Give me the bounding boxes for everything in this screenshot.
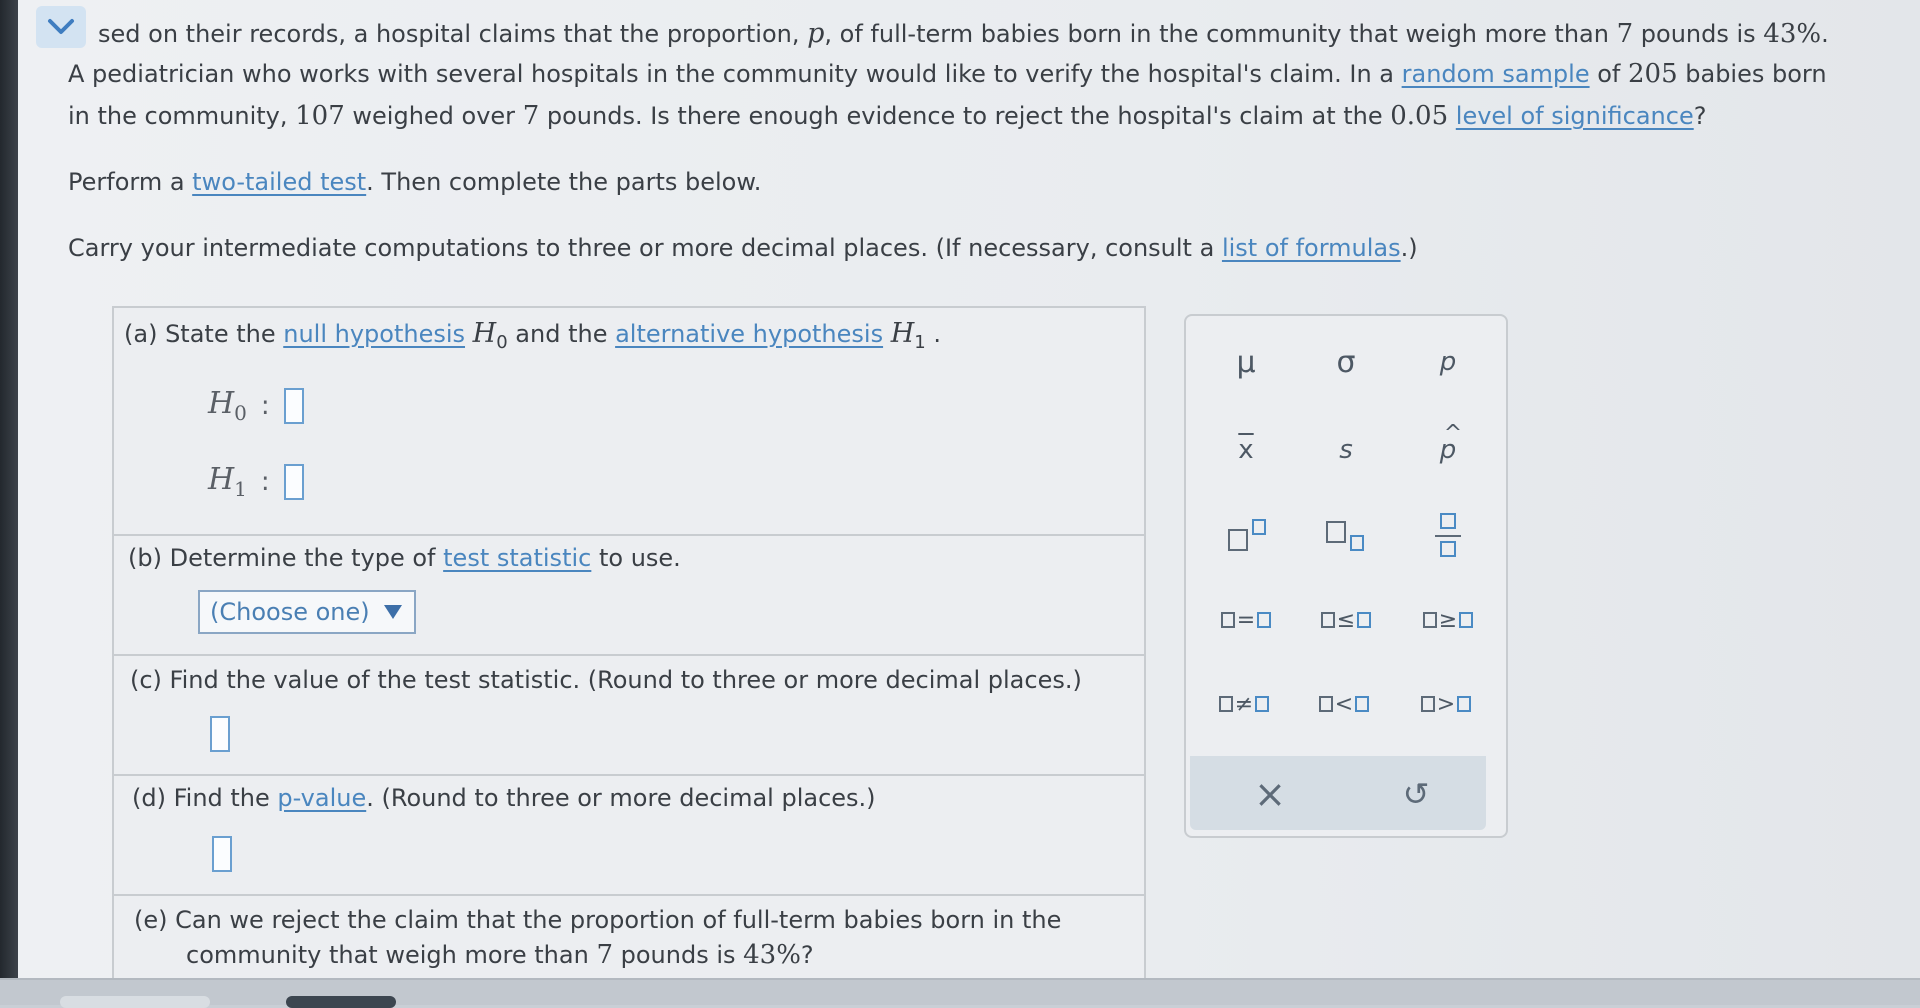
greater-than-symbol: > (1436, 691, 1456, 717)
box-icon (1257, 612, 1271, 628)
phat-symbol (1439, 421, 1463, 465)
h0-label (208, 386, 247, 425)
text: A pediatrician who works with several hospitals in the community would like to verify the hospital's claim. In a (68, 60, 1402, 88)
part-e-prompt-line-1: (e) Can we reject the claim that the proportion of full-term babies born in the (134, 906, 1062, 934)
part-c-prompt: (c) Find the value of the test statistic. (Round to three or more decimal places.) (130, 666, 1082, 694)
text: pounds is (612, 941, 744, 969)
text: weighed over (344, 102, 523, 130)
box-icon (1319, 696, 1333, 712)
less-equal-symbol: ≤ (1336, 607, 1356, 633)
part-e (114, 894, 1144, 988)
text: pounds is (1633, 20, 1764, 48)
carry-instruction (68, 228, 1418, 268)
greater-than-key[interactable] (1406, 674, 1486, 734)
p-value-link[interactable]: p-value (277, 784, 367, 812)
percent: 43% (743, 940, 801, 970)
chevron-down-icon (46, 17, 76, 37)
part-c (114, 654, 1144, 776)
text: sed on their records, a hospital claims that the proportion, (98, 20, 808, 48)
h0-row (208, 386, 304, 425)
xbar-symbol: $\overline{x}$ (1238, 435, 1254, 465)
level-of-significance-link[interactable]: level of significance (1455, 102, 1694, 130)
text: H (208, 462, 235, 497)
problem-line-1 (98, 14, 1829, 54)
null-hypothesis-link[interactable]: null hypothesis (283, 320, 466, 348)
test-statistic-link[interactable]: test statistic (443, 544, 592, 572)
symbol-keypad (1184, 314, 1508, 838)
h1-row (208, 462, 304, 501)
list-of-formulas-link[interactable]: list of formulas (1221, 234, 1401, 262)
text: (a) State the (124, 320, 284, 348)
colon: : (260, 390, 270, 421)
screen-bezel (0, 0, 18, 1003)
text: Carry your intermediate computations to three or more decimal places. (If necessary, consult a (68, 234, 1222, 262)
text: . (925, 320, 941, 348)
xbar-key[interactable] (1206, 420, 1286, 480)
greater-equal-key[interactable] (1408, 590, 1488, 650)
box-icon (1357, 612, 1371, 628)
number: 0.05 (1390, 101, 1449, 131)
hat-icon: ^ (1443, 421, 1463, 446)
part-d (114, 774, 1144, 896)
phat-key[interactable] (1408, 420, 1488, 480)
h1-answer-input[interactable] (284, 464, 304, 500)
random-sample-link[interactable]: random sample (1401, 60, 1590, 88)
text: to use. (591, 544, 681, 572)
part-a-prompt (124, 318, 941, 353)
part-e-prompt-line-2 (186, 940, 814, 970)
subscript-key[interactable] (1306, 506, 1386, 566)
two-tailed-test-link[interactable]: two-tailed test (192, 168, 367, 196)
test-statistic-dropdown[interactable] (198, 590, 416, 634)
text: H (208, 386, 235, 421)
box-icon (1423, 612, 1437, 628)
h0-symbol: H (472, 318, 497, 349)
greater-equal-symbol: ≥ (1438, 607, 1458, 633)
subscript: 1 (234, 477, 247, 501)
box-icon (1421, 696, 1435, 712)
text: pounds. Is there enough evidence to reject the hospital's claim at the (539, 102, 1391, 130)
bottom-button-left[interactable] (60, 996, 210, 1008)
collapse-button[interactable] (36, 6, 86, 48)
text: and the (507, 320, 616, 348)
mu-symbol: μ (1236, 344, 1256, 380)
s-symbol: s (1339, 435, 1353, 465)
h0-subscript: 0 (496, 331, 508, 353)
problem-line-3 (68, 96, 1706, 136)
undo-icon: ↺ (1402, 775, 1430, 813)
number: 7 (596, 940, 613, 970)
number: 107 (295, 101, 345, 131)
text (1448, 102, 1456, 130)
text: .) (1400, 234, 1418, 262)
text: . (1821, 20, 1829, 48)
box-icon (1459, 612, 1473, 628)
text: babies born (1677, 60, 1827, 88)
superscript-icon (1226, 519, 1266, 553)
h1-subscript: 1 (914, 331, 926, 353)
sigma-key[interactable] (1306, 332, 1386, 392)
less-equal-key[interactable] (1306, 590, 1386, 650)
test-statistic-input[interactable] (210, 716, 230, 752)
text: ? (800, 941, 814, 969)
less-than-key[interactable] (1304, 674, 1384, 734)
number: 7 (522, 101, 540, 131)
part-b (114, 534, 1144, 656)
text: . Then complete the parts below. (366, 168, 762, 196)
number: 7 (1616, 19, 1634, 49)
part-b-prompt (128, 544, 681, 572)
subscript-icon (1324, 519, 1368, 553)
s-key[interactable] (1306, 420, 1386, 480)
var-p: p (807, 18, 825, 49)
text: ? (1693, 102, 1707, 130)
mu-key[interactable] (1206, 332, 1286, 392)
dropdown-arrow-icon (384, 605, 402, 619)
superscript-key[interactable] (1206, 506, 1286, 566)
text: community that weigh more than (186, 941, 597, 969)
keypad-action-bar (1190, 756, 1486, 830)
alternative-hypothesis-link[interactable]: alternative hypothesis (615, 320, 884, 348)
equals-symbol: = (1236, 607, 1256, 633)
box-icon (1457, 696, 1471, 712)
p-key[interactable] (1408, 332, 1488, 392)
part-d-prompt (132, 784, 876, 812)
p-value-input[interactable] (212, 836, 232, 872)
sigma-symbol: σ (1336, 344, 1356, 380)
not-equal-symbol: ≠ (1234, 691, 1254, 717)
text: (d) Find the (132, 784, 278, 812)
text: in the community, (68, 102, 296, 130)
not-equal-key[interactable] (1204, 674, 1284, 734)
percent: 43% (1763, 19, 1822, 49)
box-icon (1321, 612, 1335, 628)
text: (b) Determine the type of (128, 544, 444, 572)
box-icon (1255, 696, 1269, 712)
undo-button[interactable] (1376, 764, 1456, 824)
question-parts-panel (112, 306, 1146, 990)
fraction-key[interactable] (1408, 506, 1488, 566)
number: 205 (1627, 59, 1678, 89)
bottom-button-dark[interactable] (286, 996, 396, 1008)
h1-symbol: H (890, 318, 915, 349)
p-letter: p (1439, 435, 1457, 465)
h0-answer-input[interactable] (284, 388, 304, 424)
dropdown-value: (Choose one) (210, 598, 370, 626)
less-than-symbol: < (1334, 691, 1354, 717)
h1-label (208, 462, 247, 501)
colon: : (260, 466, 270, 497)
box-icon (1355, 696, 1369, 712)
fraction-icon (1435, 513, 1461, 559)
perform-instruction (68, 162, 761, 202)
close-icon: × (1254, 772, 1286, 816)
box-icon (1221, 612, 1235, 628)
part-a (114, 308, 1144, 536)
box-icon (1219, 696, 1233, 712)
p-symbol: p (1439, 347, 1457, 377)
text: of (1589, 60, 1628, 88)
text: . (Round to three or more decimal places.) (366, 784, 876, 812)
text: Perform a (68, 168, 193, 196)
equals-key[interactable] (1206, 590, 1286, 650)
problem-line-2 (68, 54, 1827, 94)
text: , of full-term babies born in the community that weigh more than (824, 20, 1617, 48)
clear-button[interactable] (1230, 764, 1310, 824)
subscript: 0 (234, 401, 247, 425)
